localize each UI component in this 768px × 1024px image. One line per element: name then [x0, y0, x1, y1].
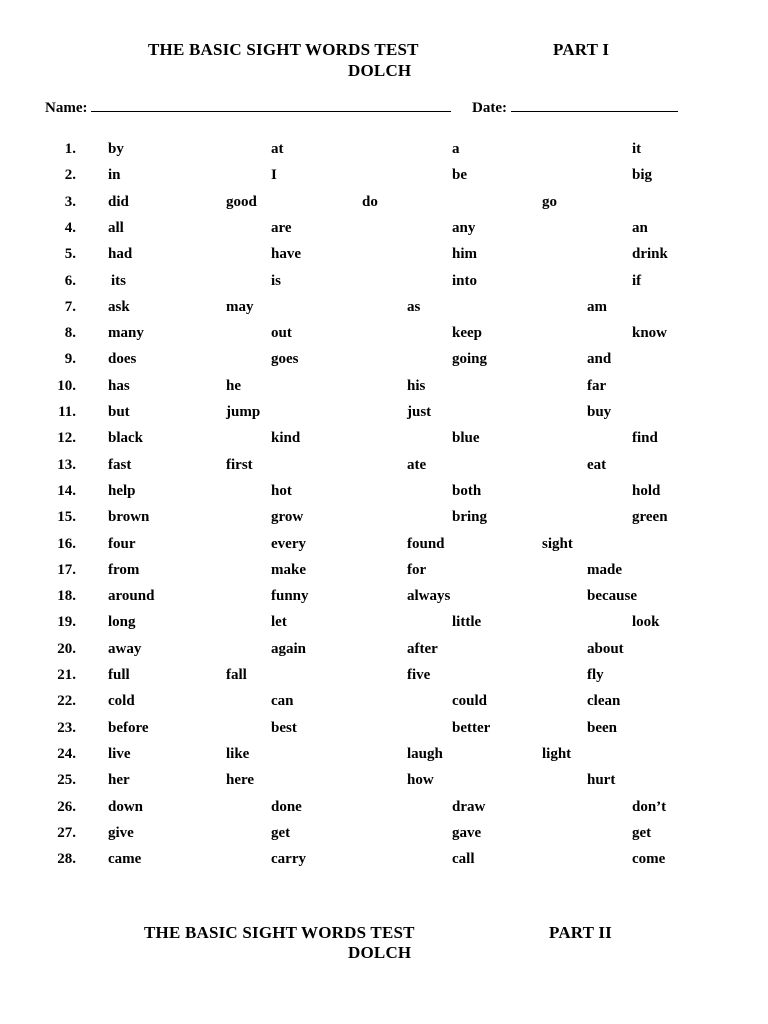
sight-word: make — [271, 562, 306, 578]
sight-word: every — [271, 536, 306, 552]
sight-word: ask — [108, 299, 130, 315]
sight-word: at — [271, 141, 284, 157]
sight-word: done — [271, 799, 302, 815]
row-number: 3. — [64, 194, 76, 210]
sight-word: always — [407, 588, 451, 604]
sight-word: and — [587, 351, 612, 367]
sight-word: because — [587, 588, 637, 604]
row-number: 26. — [57, 799, 76, 815]
sight-word: just — [407, 404, 432, 420]
row-number: 4. — [64, 220, 76, 236]
sight-word: came — [108, 851, 142, 867]
sight-word: draw — [452, 799, 486, 815]
row-number: 22. — [57, 693, 76, 709]
test-title-part2: THE BASIC SIGHT WORDS TEST — [144, 923, 415, 942]
sight-word: help — [108, 483, 136, 499]
sight-word: go — [542, 194, 557, 210]
sight-word: big — [632, 167, 653, 183]
sight-word: sight — [542, 536, 573, 552]
sight-word: long — [108, 614, 136, 630]
sight-word: black — [108, 430, 144, 446]
sight-word: by — [108, 141, 124, 157]
row-number: 17. — [57, 562, 76, 578]
row-number: 14. — [57, 483, 76, 499]
sight-word: going — [452, 351, 488, 367]
sight-word: her — [108, 772, 130, 788]
sight-word: he — [226, 378, 241, 394]
sight-word: all — [108, 220, 124, 236]
row-number: 16. — [57, 536, 76, 552]
row-number: 28. — [57, 851, 76, 867]
sight-word: full — [108, 667, 130, 683]
sight-word: can — [271, 693, 294, 709]
sight-word: come — [632, 851, 666, 867]
row-number: 2. — [64, 167, 76, 183]
sight-word: down — [108, 799, 144, 815]
sight-word: best — [271, 720, 297, 736]
sight-word: light — [542, 746, 572, 762]
sight-word: buy — [587, 404, 612, 420]
sight-word: little — [452, 614, 482, 630]
test-title: THE BASIC SIGHT WORDS TEST — [148, 40, 419, 59]
row-number: 19. — [57, 614, 76, 630]
sight-word: but — [108, 404, 130, 420]
sight-word: jump — [226, 404, 261, 420]
sight-word: hurt — [587, 772, 616, 788]
sight-word: hot — [271, 483, 292, 499]
sight-word: made — [587, 562, 622, 578]
row-number: 1. — [64, 141, 76, 157]
sight-word: keep — [452, 325, 482, 341]
sight-word: fast — [108, 457, 132, 473]
sight-word: call — [452, 851, 475, 867]
test-subtitle-part2: DOLCH — [348, 943, 412, 962]
sight-word: get — [632, 825, 652, 841]
sight-word: first — [226, 457, 253, 473]
sight-word: ate — [407, 457, 427, 473]
sight-word: be — [452, 167, 467, 183]
sight-word: a — [452, 141, 460, 157]
sight-word: kind — [271, 430, 301, 446]
row-number: 11. — [58, 404, 76, 420]
date-blank-line — [511, 97, 678, 112]
sight-word: as — [407, 299, 421, 315]
sight-word: had — [108, 246, 133, 262]
row-number: 10. — [57, 378, 76, 394]
row-number: 25. — [57, 772, 76, 788]
sight-word: him — [452, 246, 478, 262]
sight-word: been — [587, 720, 617, 736]
sight-word: green — [632, 509, 668, 525]
sight-word: from — [108, 562, 140, 578]
sight-word: an — [632, 220, 648, 236]
date-label: Date: — [472, 100, 507, 116]
sight-word: blue — [452, 430, 480, 446]
sight-word: do — [362, 194, 378, 210]
sight-word: its — [111, 273, 126, 289]
row-number: 15. — [57, 509, 76, 525]
sight-word: before — [108, 720, 149, 736]
sight-word: fly — [587, 667, 604, 683]
row-number: 20. — [57, 641, 76, 657]
test-subtitle: DOLCH — [348, 61, 412, 80]
sight-word: laugh — [407, 746, 443, 762]
sight-word: could — [452, 693, 488, 709]
sight-word: bring — [452, 509, 488, 525]
row-number: 6. — [64, 273, 76, 289]
row-number: 27. — [57, 825, 76, 841]
sight-word: many — [108, 325, 144, 341]
sight-word: don’t — [632, 799, 667, 815]
sight-word: carry — [271, 851, 306, 867]
sight-word: after — [407, 641, 438, 657]
row-number: 13. — [57, 457, 76, 473]
sight-word: how — [407, 772, 434, 788]
sight-word: am — [587, 299, 607, 315]
sight-word: has — [108, 378, 130, 394]
row-number: 21. — [57, 667, 76, 683]
sight-word: if — [632, 273, 642, 289]
sight-word: gave — [452, 825, 482, 841]
row-number: 8. — [64, 325, 76, 341]
sight-word: find — [632, 430, 658, 446]
sight-word: good — [226, 194, 257, 210]
row-number: 12. — [57, 430, 76, 446]
sight-word: funny — [271, 588, 309, 604]
sight-word: did — [108, 194, 129, 210]
name-label: Name: — [45, 100, 88, 116]
sight-word: his — [407, 378, 426, 394]
sight-word: cold — [108, 693, 135, 709]
sight-word: any — [452, 220, 476, 236]
sight-word: it — [632, 141, 642, 157]
sight-word: may — [226, 299, 254, 315]
sight-word: hold — [632, 483, 661, 499]
sight-word: for — [407, 562, 427, 578]
sight-word: here — [226, 772, 255, 788]
sight-word: look — [632, 614, 660, 630]
sight-word: know — [632, 325, 668, 341]
part-label: PART I — [553, 40, 610, 59]
sight-word: four — [108, 536, 136, 552]
sight-word: does — [108, 351, 137, 367]
sight-word: fall — [226, 667, 247, 683]
row-number: 9. — [64, 351, 76, 367]
sight-word: found — [407, 536, 445, 552]
sight-word: clean — [587, 693, 621, 709]
sight-word: better — [452, 720, 491, 736]
sight-word: about — [587, 641, 624, 657]
name-blank-line — [91, 97, 451, 112]
date-field — [472, 97, 678, 117]
sight-word: give — [108, 825, 134, 841]
sight-word: let — [271, 614, 287, 630]
sight-word: is — [271, 273, 282, 289]
sight-word: around — [108, 588, 155, 604]
row-number: 5. — [64, 246, 76, 262]
row-number: 7. — [64, 299, 76, 315]
row-number: 24. — [57, 746, 76, 762]
sight-word: far — [587, 378, 607, 394]
sight-word: drink — [632, 246, 668, 262]
sight-word: I — [271, 167, 277, 183]
sight-word: eat — [587, 457, 607, 473]
sight-word: brown — [108, 509, 150, 525]
sight-word: both — [452, 483, 482, 499]
sight-word: goes — [271, 351, 299, 367]
sight-word: again — [271, 641, 307, 657]
sight-word: get — [271, 825, 291, 841]
row-number: 18. — [57, 588, 76, 604]
sight-word: away — [108, 641, 142, 657]
sight-word: are — [271, 220, 292, 236]
sight-word: into — [452, 273, 478, 289]
name-field — [45, 97, 451, 117]
sight-word: five — [407, 667, 431, 683]
sight-word: have — [271, 246, 301, 262]
sight-word: grow — [271, 509, 304, 525]
row-number: 23. — [57, 720, 76, 736]
sight-word: out — [271, 325, 292, 341]
sight-word: in — [108, 167, 121, 183]
sight-word: like — [226, 746, 250, 762]
part-label-part2: PART II — [549, 923, 612, 942]
sight-word: live — [108, 746, 131, 762]
